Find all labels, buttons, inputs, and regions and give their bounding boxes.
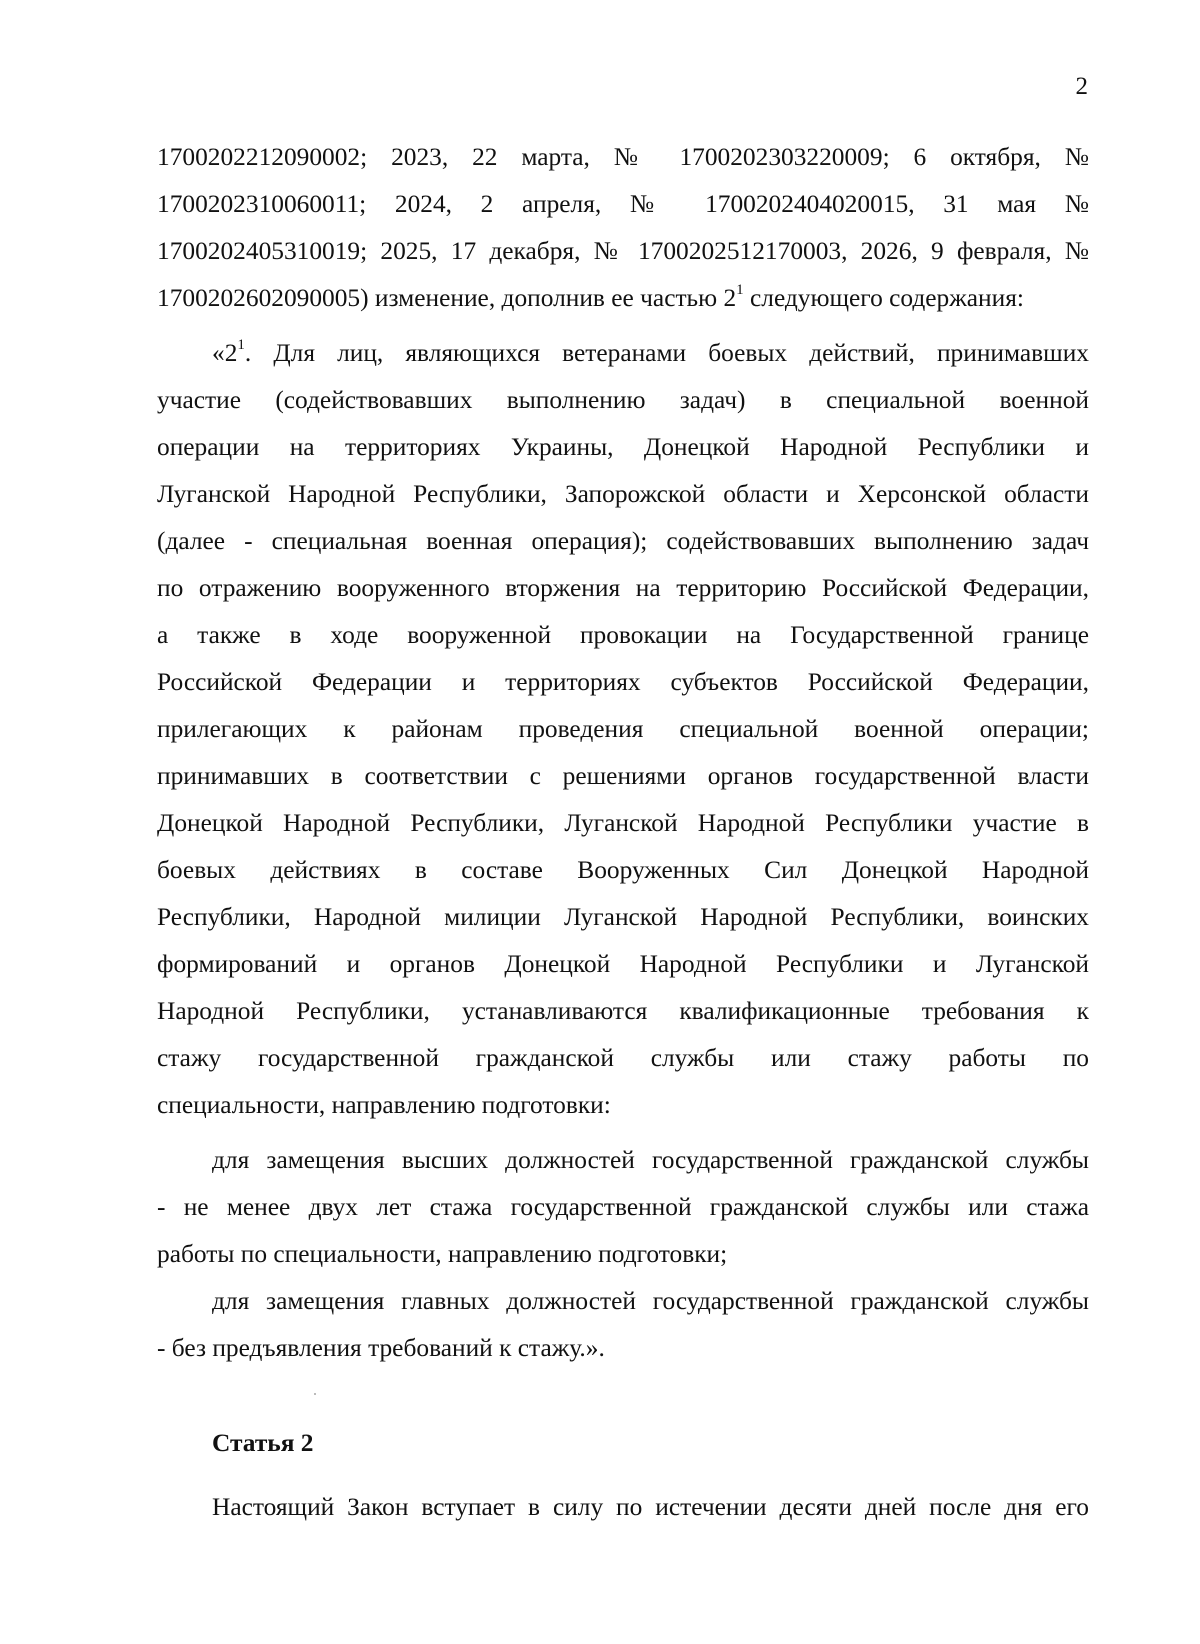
new-part-text (157, 330, 1089, 1129)
text-line: - не менее двух лет стажа государственной гражданской службы или стажа (157, 1193, 1089, 1221)
text-line: боевых действиях в составе Вооруженных Сил Донецкой Народной (157, 856, 1089, 884)
text-fragment: . Для лиц, являющихся ветеранами боевых действий, принимавших (244, 339, 1089, 367)
scan-speck (314, 1393, 316, 1395)
text-line: стажу государственной гражданской службы или стажу работы по (157, 1044, 1089, 1072)
text-line: 1700202310060011; 2024, 2 апреля, № 1700202404020015, 31 мая № (157, 190, 1089, 218)
text-line: - без предъявления требований к стажу.». (157, 1334, 605, 1362)
text-fragment: «2 (212, 339, 238, 367)
text-line: для замещения главных должностей государственной гражданской службы (212, 1287, 1089, 1315)
text-line: работы по специальности, направлению подготовки; (157, 1240, 728, 1268)
text-line: для замещения высших должностей государственной гражданской службы (212, 1146, 1089, 1174)
text-line: принимавших в соответствии с решениями органов государственной власти (157, 762, 1089, 790)
text-line: формирований и органов Донецкой Народной Республики и Луганской (157, 950, 1089, 978)
text-line (157, 330, 1089, 377)
final-text (157, 1484, 1089, 1531)
text-line: Российской Федерации и территориях субъектов Российской Федерации, (157, 668, 1089, 696)
requirements-text (157, 1137, 1089, 1372)
article-heading: Статья 2 (212, 1429, 314, 1457)
amendment-text (157, 134, 1089, 322)
text-line: Донецкой Народной Республики, Луганской Народной Республики участие в (157, 809, 1089, 837)
text-line: 1700202405310019; 2025, 17 декабря, № 1700202512170003, 2026, 9 февраля, № (157, 237, 1089, 265)
text-line: Республики, Народной милиции Луганской Народной Республики, воинских (157, 903, 1089, 931)
text-line: участие (содействовавших выполнению задач) в специальной военной (157, 386, 1089, 414)
text-line: операции на территориях Украины, Донецкой Народной Республики и (157, 433, 1089, 461)
text-line: Настоящий Закон вступает в силу по истечении десяти дней после дня его (212, 1493, 1089, 1521)
text-line: по отражению вооруженного вторжения на территорию Российской Федерации, (157, 574, 1089, 602)
text-line: (далее - специальная военная операция); содействовавших выполнению задач (157, 527, 1089, 555)
text-line: прилегающих к районам проведения специальной военной операции; (157, 715, 1089, 743)
text-fragment: 1700202602090005) изменение, дополнив ее частью 2 (157, 284, 737, 312)
text-line: Народной Республики, устанавливаются квалификационные требования к (157, 997, 1089, 1025)
text-fragment: следующего содержания: (743, 284, 1024, 312)
text-line: 1700202212090002; 2023, 22 марта, № 1700202303220009; 6 октября, № (157, 143, 1089, 171)
text-line: специальности, направлению подготовки: (157, 1091, 611, 1119)
superscript: 1 (237, 336, 245, 353)
superscript: 1 (736, 281, 744, 298)
page-number: 2 (1075, 73, 1088, 100)
text-line: Луганской Народной Республики, Запорожской области и Херсонской области (157, 480, 1089, 508)
text-line: а также в ходе вооруженной провокации на Государственной границе (157, 621, 1089, 649)
text-line (157, 275, 1089, 322)
